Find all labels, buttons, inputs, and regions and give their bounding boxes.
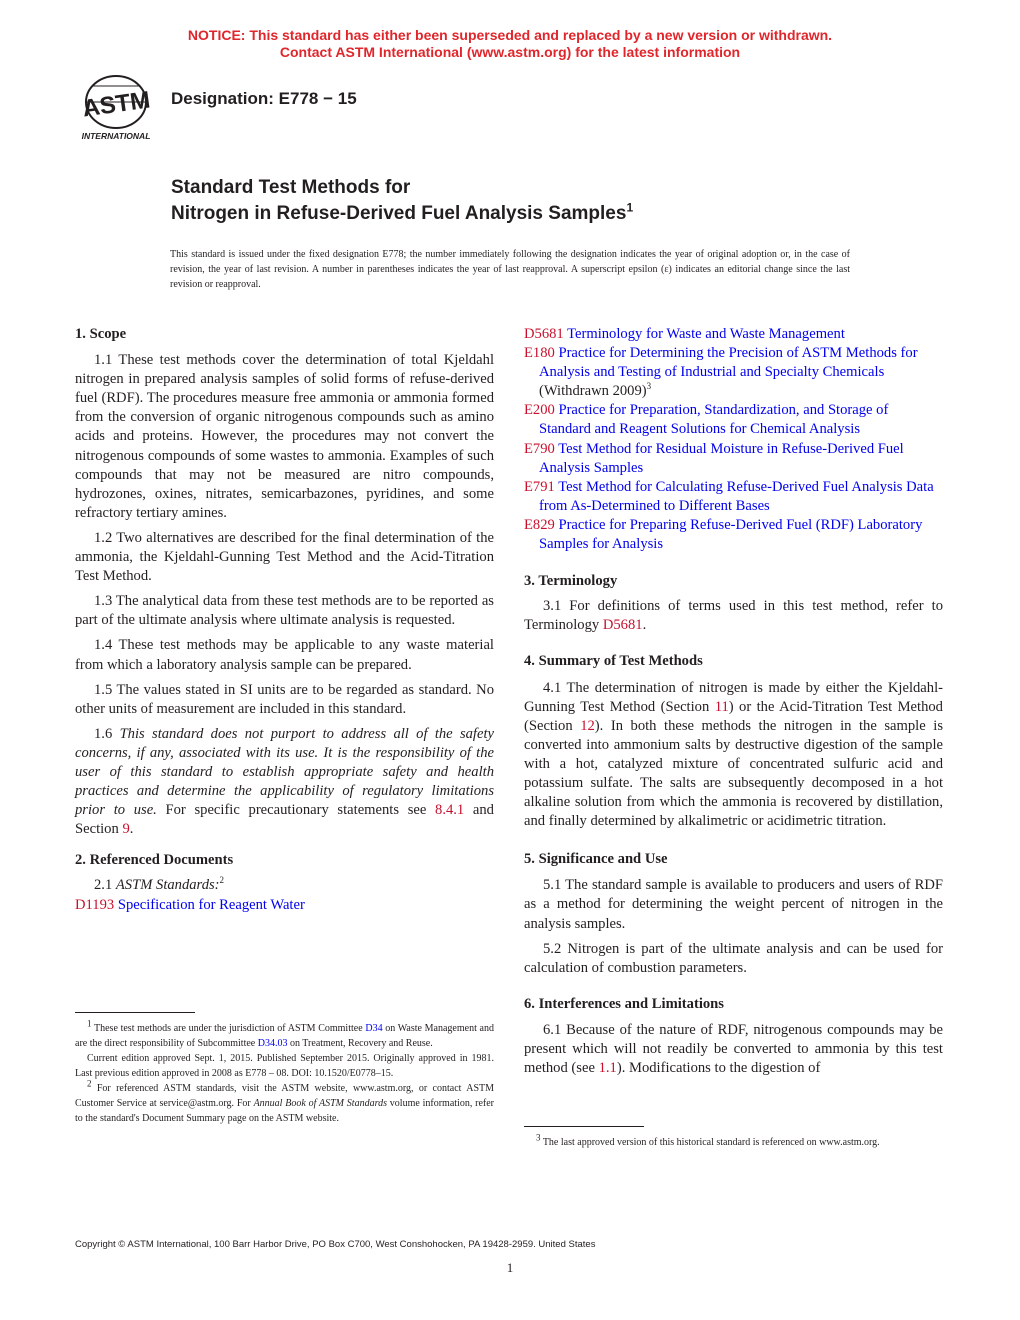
para-1-6-end: .	[129, 821, 134, 838]
left-column	[75, 325, 494, 915]
ref-status: (Withdrawn 2009)	[539, 383, 647, 400]
ref-entry	[524, 478, 943, 516]
ref-entry	[524, 344, 943, 401]
section-5-heading: 5. Significance and Use	[524, 851, 668, 868]
ref-link-section-11[interactable]: 11	[714, 698, 729, 715]
footnote-1-edition: Current edition approved Sept. 1, 2015. Published September 2015. Originally approved in 1981. Last previous edition approved in 2008 as E778 – 08. DOI: 10.1520/E0778–15.	[75, 1053, 494, 1079]
footnote-3	[524, 1132, 943, 1150]
ref-entry	[524, 325, 943, 344]
footnote-mark-2: 2	[219, 875, 225, 886]
para-3-1-text: 3.1 For definitions of terms used in this test method, refer to Terminology	[524, 598, 943, 634]
para-1-6	[75, 725, 494, 840]
section-1-heading: 1. Scope	[75, 326, 127, 342]
link-d34-03[interactable]: D34.03	[257, 1038, 288, 1049]
ref-code[interactable]: D5681	[524, 326, 564, 342]
logo-text-international: INTERNATIONAL	[81, 131, 151, 141]
para-1-4: 1.4 These test methods may be applicable to any waste material from which a laboratory analysis sample can be prepared.	[75, 637, 494, 673]
ref-title[interactable]: Terminology for Waste and Waste Management	[563, 326, 845, 342]
footnote-2-text-b: volume information, refer to the standard's Document Summary page on the ASTM website.	[75, 1098, 494, 1124]
footnote-1-mark: 1	[87, 1018, 92, 1029]
reference-list	[524, 325, 943, 554]
para-4-1-text-c: ). In both these methods the nitrogen in the sample is converted into ammonium salts by destructive digestion of the sample with a hot, catalyzed mixture of concentrated sulfuric acid and potassium sulfate. The salts are subsequently decomposed in a hot alkaline solution from which the ammonia is recovered by distillation, and finally determined by alkalimetric or acidimetric titration.	[524, 717, 943, 830]
ref-title[interactable]: Test Method for Calculating Refuse-Derived Fuel Analysis Data from As-Determined to Different Bases	[539, 478, 934, 514]
para-3-1-end: .	[642, 617, 647, 634]
section-3-heading: 3. Terminology	[524, 573, 618, 590]
right-column	[524, 325, 943, 1084]
logo-text-astm: ASTM	[80, 86, 152, 123]
left-footnotes	[75, 1012, 494, 1126]
page-number: 1	[506, 1260, 514, 1275]
para-4-1-text-a: 4.1 The determination of nitrogen is made by either the Kjeldahl-Gunning Test Method (Section	[524, 679, 943, 715]
footnote-1-text-c: on Treatment, Recovery and Reuse.	[287, 1038, 433, 1049]
designation: Designation: E778 − 15	[171, 89, 357, 108]
ref-code[interactable]: E790	[524, 440, 555, 457]
footnote-2-mark: 2	[87, 1078, 92, 1089]
para-1-6-and: and Section	[75, 802, 494, 838]
section-6-heading: 6. Interferences and Limitations	[524, 995, 724, 1012]
para-5-1: 5.1 The standard sample is available to producers and users of RDF as a method for determining the weight percent of nitrogen in the analysis samples.	[524, 877, 943, 932]
document-title	[171, 175, 633, 227]
ref-title[interactable]: Practice for Determining the Precision of ASTM Methods for Analysis and Testing of Industrial and Specialty Chemicals	[539, 345, 918, 381]
para-1-2: 1.2 Two alternatives are described for the final determination of the ammonia, the Kjeldahl-Gunning Test Method and the Acid-Titration Test Method.	[75, 529, 494, 585]
ref-entry	[524, 516, 943, 554]
ref-footnote-mark: 3	[646, 381, 652, 392]
ref-link-section-9[interactable]: 9	[122, 821, 130, 838]
title-footnote-mark: 1	[626, 200, 634, 215]
notice-line-2: Contact ASTM International (www.astm.org) for the latest information	[279, 44, 741, 60]
footnote-1	[75, 1018, 494, 1051]
para-1-3: 1.3 The analytical data from these test methods are to be reported as part of the ultimate analysis where ultimate analysis is requested.	[75, 593, 494, 629]
right-footnotes	[524, 1126, 943, 1150]
link-d34[interactable]: D34	[365, 1023, 383, 1034]
ref-link-section-12[interactable]: 12	[580, 717, 595, 734]
ref-code[interactable]: E791	[524, 478, 555, 495]
ref-title[interactable]: Practice for Preparation, Standardization, and Storage of Standard and Reagent Solutions for Chemical Analysis	[539, 402, 889, 438]
para-3-1	[524, 597, 943, 635]
ref-title[interactable]: Test Method for Residual Moisture in Refuse-Derived Fuel Analysis Samples	[539, 440, 904, 476]
ref-code[interactable]: E200	[524, 402, 555, 419]
para-5-2: 5.2 Nitrogen is part of the ultimate analysis and can be used for calculation of combustion parameters.	[524, 940, 943, 976]
footnote-1-text-a: These test methods are under the jurisdiction of ASTM Committee	[91, 1023, 366, 1034]
para-6-1-text-a: 6.1 Because of the nature of RDF, nitrogenous compounds may be present which will not readily be converted to ammonia by this test method (see	[524, 1021, 943, 1077]
astm-standards-label: ASTM Standards:	[115, 877, 220, 894]
para-1-1: 1.1 These test methods cover the determination of total Kjeldahl nitrogen in prepared analysis samples of solid forms of refuse-derived fuel (RDF). The procedures measure free ammonia or ammonia formed from the conversion of organic nitrogenous compounds such as amino acids and proteins. However, the procedures may not convert the nitrogenous compounds of some wastes to ammonia. Examples of such compounds that may not be measured are nitro compounds, hydrozones, oxines, nitrates, semicarbazones, pyridines, and some refractory tertiary amines.	[75, 352, 494, 521]
ref-link-8-4-1[interactable]: 8.4.1	[435, 802, 465, 819]
para-4-1	[524, 679, 943, 832]
ref-link-d5681[interactable]: D5681	[602, 617, 643, 634]
ref-title-d1193[interactable]: Specification for Reagent Water	[114, 896, 305, 913]
footnote-2	[75, 1078, 494, 1126]
para-2-1-num: 2.1	[94, 877, 116, 894]
footnote-2-text-a: For referenced ASTM standards, visit the ASTM website, www.astm.org, or contact ASTM Customer Service at service@astm.org. For	[75, 1083, 494, 1109]
para-4-1-text-b: ) or the Acid-Titration Test Method (Section	[524, 698, 943, 734]
ref-entry	[524, 440, 943, 478]
para-6-1	[524, 1021, 943, 1078]
footnote-2-italic: Annual Book of ASTM Standards	[253, 1098, 387, 1109]
notice-line-1: NOTICE: This standard has either been superseded and replaced by a new version or withdrawn.	[187, 27, 833, 43]
ref-code-d1193[interactable]: D1193	[75, 896, 115, 913]
para-6-1-text-b: ). Modifications to the digestion of	[616, 1060, 821, 1077]
supersede-notice	[0, 27, 1020, 61]
para-1-6-tail: For specific precautionary statements see	[156, 802, 436, 819]
ref-code[interactable]: E829	[524, 516, 555, 533]
para-1-5: 1.5 The values stated in SI units are to be regarded as standard. No other units of measurement are included in this standard.	[75, 681, 494, 717]
copyright-line: Copyright © ASTM International, 100 Barr Harbor Drive, PO Box C700, West Conshohocken, PA 19428-2959. United States	[75, 1239, 596, 1250]
ref-link-1-1[interactable]: 1.1	[598, 1060, 617, 1077]
safety-statement: This standard does not purport to address all of the safety concerns, if any, associated with its use. It is the responsibility of the user of this standard to establish appropriate safety and health practices and determine the applicability of regulatory limitations prior to use.	[75, 725, 494, 819]
footnote-1-text-b: on Waste Management and are the direct responsibility of Subcommittee	[75, 1023, 494, 1049]
ref-code[interactable]: E180	[524, 345, 555, 362]
footnote-3-text: The last approved version of this historical standard is referenced on www.astm.org.	[540, 1137, 880, 1148]
section-2-heading: 2. Referenced Documents	[75, 852, 234, 869]
para-2-1	[75, 876, 494, 895]
title-line-2: Nitrogen in Refuse-Derived Fuel Analysis Samples	[171, 203, 627, 224]
ref-entry-d1193	[75, 896, 494, 915]
para-1-6-num: 1.6	[94, 725, 120, 742]
ref-entry	[524, 401, 943, 439]
title-line-1: Standard Test Methods for	[171, 177, 411, 198]
intro-paragraph: This standard is issued under the fixed designation E778; the number immediately following the designation indicates the year of original adoption or, in the case of revision, the year of last revision. A number in parentheses indicates the year of last reapproval. A superscript epsilon (ε) indicates an editorial change since the last revision or reapproval.	[170, 249, 850, 290]
footnote-3-mark: 3	[536, 1132, 541, 1143]
section-4-heading: 4. Summary of Test Methods	[524, 653, 703, 670]
astm-logo	[70, 72, 162, 144]
ref-title[interactable]: Practice for Preparing Refuse-Derived Fuel (RDF) Laboratory Samples for Analysis	[539, 516, 923, 553]
